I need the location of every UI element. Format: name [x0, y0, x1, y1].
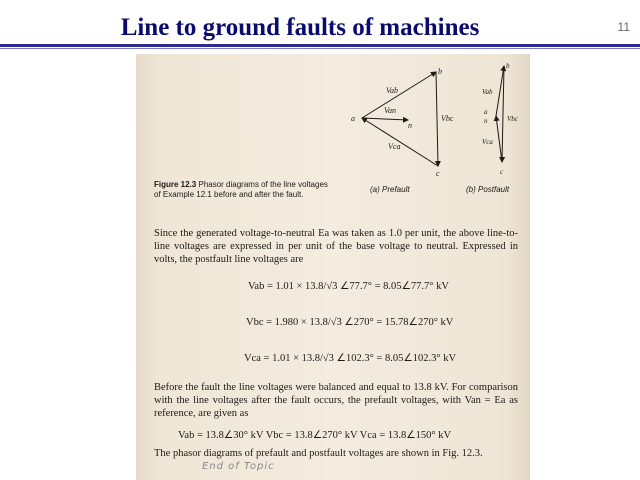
slide-number: 11 — [617, 20, 630, 34]
equation-vca: Vca = 1.01 × 13.8/√3 ∠102.3° = 8.05∠102.3° kV — [244, 353, 457, 364]
label-vca: Vca — [388, 142, 401, 151]
label-c: c — [436, 169, 440, 178]
label-vab-post: Vab — [482, 88, 493, 96]
paragraph-1: Since the generated voltage-to-neutral Ea was taken as 1.0 per unit, the above line-to-line voltages are expressed in per unit of the base voltage to neutral. Expressed in volts, the postfault line voltages are — [154, 228, 518, 265]
paragraph-2: Before the fault the line voltages were balanced and equal to 13.8 kV. For comparison with the line voltages after the fault occurs, the prefault voltages, with Van = Ea as reference, are given as — [154, 382, 518, 419]
label-c-post: c — [500, 168, 504, 176]
figure-caption — [154, 180, 334, 200]
label-a: a — [351, 114, 355, 123]
panel-b-label: (b) Postfault — [466, 185, 510, 194]
label-van: Van — [384, 106, 396, 115]
label-vbc: Vbc — [441, 114, 454, 123]
handwritten-note: End of Topic — [202, 461, 275, 472]
equation-vab: Vab = 1.01 × 13.8/√3 ∠77.7° = 8.05∠77.7° kV — [248, 281, 449, 292]
paragraph-3: The phasor diagrams of prefault and postfault voltages are shown in Fig. 12.3. — [154, 448, 483, 459]
label-b-post: b — [506, 62, 510, 70]
panel-a-label: (a) Prefault — [370, 185, 410, 194]
label-a-post: a — [484, 108, 488, 116]
figure-caption-text: Phasor diagrams of the line voltages of Example 12.1 before and after the fault. — [154, 180, 328, 199]
figure-label: Figure 12.3 — [154, 180, 197, 189]
label-vab: Vab — [386, 86, 398, 95]
equation-vbc: Vbc = 1.980 × 13.8/√3 ∠270° = 15.78∠270° kV — [246, 317, 454, 328]
equation-prefault: Vab = 13.8∠30° kV Vbc = 13.8∠270° kV Vca = 13.8∠150° kV — [178, 430, 452, 441]
title-rule — [0, 44, 640, 47]
label-vca-post: Vca — [482, 138, 493, 146]
slide-title: Line to ground faults of machines — [120, 14, 480, 41]
prefault-diagram — [362, 72, 438, 166]
title-rule-thin — [0, 48, 640, 49]
postfault-diagram — [496, 66, 504, 162]
label-vbc-post: Vbc — [507, 115, 518, 123]
scanned-textbook-page — [136, 54, 530, 480]
label-n: n — [408, 121, 412, 130]
label-n-post: n — [484, 117, 488, 125]
label-b: b — [438, 67, 442, 76]
